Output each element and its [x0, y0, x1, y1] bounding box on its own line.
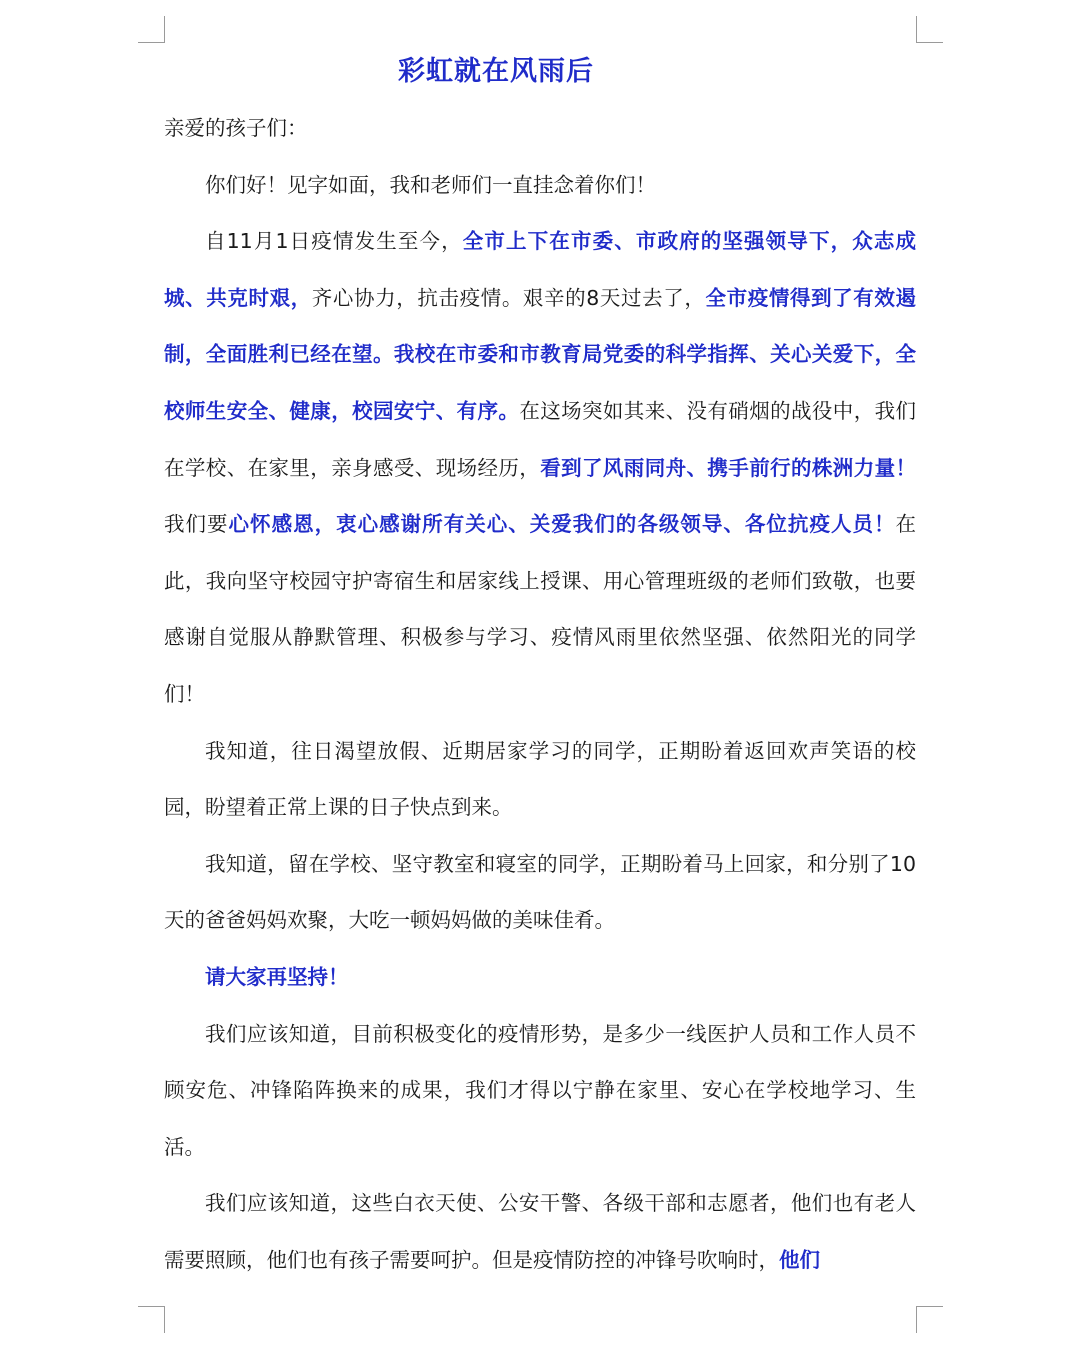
document-title: 彩虹就在风雨后: [398, 56, 594, 87]
paragraph-2-text-4: 我们要: [164, 512, 229, 537]
paragraph-5: 我们应该知道，目前积极变化的疫情形势，是多少一线医护人员和工作人员不顾安危、冲锋陷阵换来的成果，我们才得以宁静在家里、安心在学校地学习、生活。: [164, 1021, 916, 1159]
paragraph-2-highlight-3: 看到了风雨同舟、携手前行的株洲力量！: [540, 455, 917, 480]
paragraph-2-text-5: 在此，我向坚守校园守护寄宿生和居家线上授课、用心管理班级的老师们致敬，也要感谢自觉服从静默管理、积极参与学习、疫情风雨里依然坚强、依然阳光的同学们！: [164, 512, 917, 706]
paragraph-2-text-1: 自11月1日疫情发生至今，: [205, 229, 463, 254]
paragraph-2: [164, 213, 916, 722]
paragraph-3: 我知道，往日渴望放假、近期居家学习的同学，正期盼着返回欢声笑语的校园，盼望着正常上课的日子快点到来。: [164, 738, 916, 820]
paragraph-4: 我知道，留在学校、坚守教室和寝室的同学，正期盼着马上回家，和分别了10天的爸爸妈妈欢聚，大吃一顿妈妈做的美味佳肴。: [164, 851, 916, 933]
paragraph-2-highlight-1: 全市上下在市委、市政府的坚强领导下，众志成城、共克时艰，: [164, 229, 916, 310]
paragraph-6-text-1: 我们应该知道，这些白衣天使、公安干警、各级干部和志愿者，他们也有老人需要照顾，他们也有孩子需要呵护。但是疫情防控的冲锋号吹响时，: [164, 1191, 916, 1272]
paragraph-2-highlight-4: 心怀感恩，衷心感谢所有关心、关爱我们的各级领导、各位抗疫人员！: [228, 512, 896, 537]
paragraph-6-highlight-1: 他们: [779, 1247, 820, 1272]
paragraph-2-text-2: 齐心协力，抗击疫情。艰辛的8天过去了，: [311, 285, 706, 310]
section-heading: 请大家再坚持！: [205, 964, 349, 989]
greeting: 亲爱的孩子们：: [164, 116, 308, 140]
paragraph-2-highlight-2: 全市疫情得到了有效遏制，全面胜利已经在望。我校在市委和市教育局党委的科学指挥、关心关爱下，全校师生安全、健康，校园安宁、有序。: [164, 285, 917, 423]
margin-corner-top-right: [916, 16, 943, 43]
margin-corner-bottom-left: [138, 1306, 165, 1333]
paragraph-2-text-3: 在这场突如其来、没有硝烟的战役中，我们在学校、在家里，亲身感受、现场经历，: [164, 398, 917, 480]
paragraph-1: 你们好！见字如面，我和老师们一直挂念着你们！: [205, 172, 656, 197]
margin-corner-top-left: [138, 16, 165, 43]
letter-body: [164, 100, 916, 1288]
margin-corner-bottom-right: [916, 1306, 943, 1333]
paragraph-6: [164, 1175, 916, 1288]
